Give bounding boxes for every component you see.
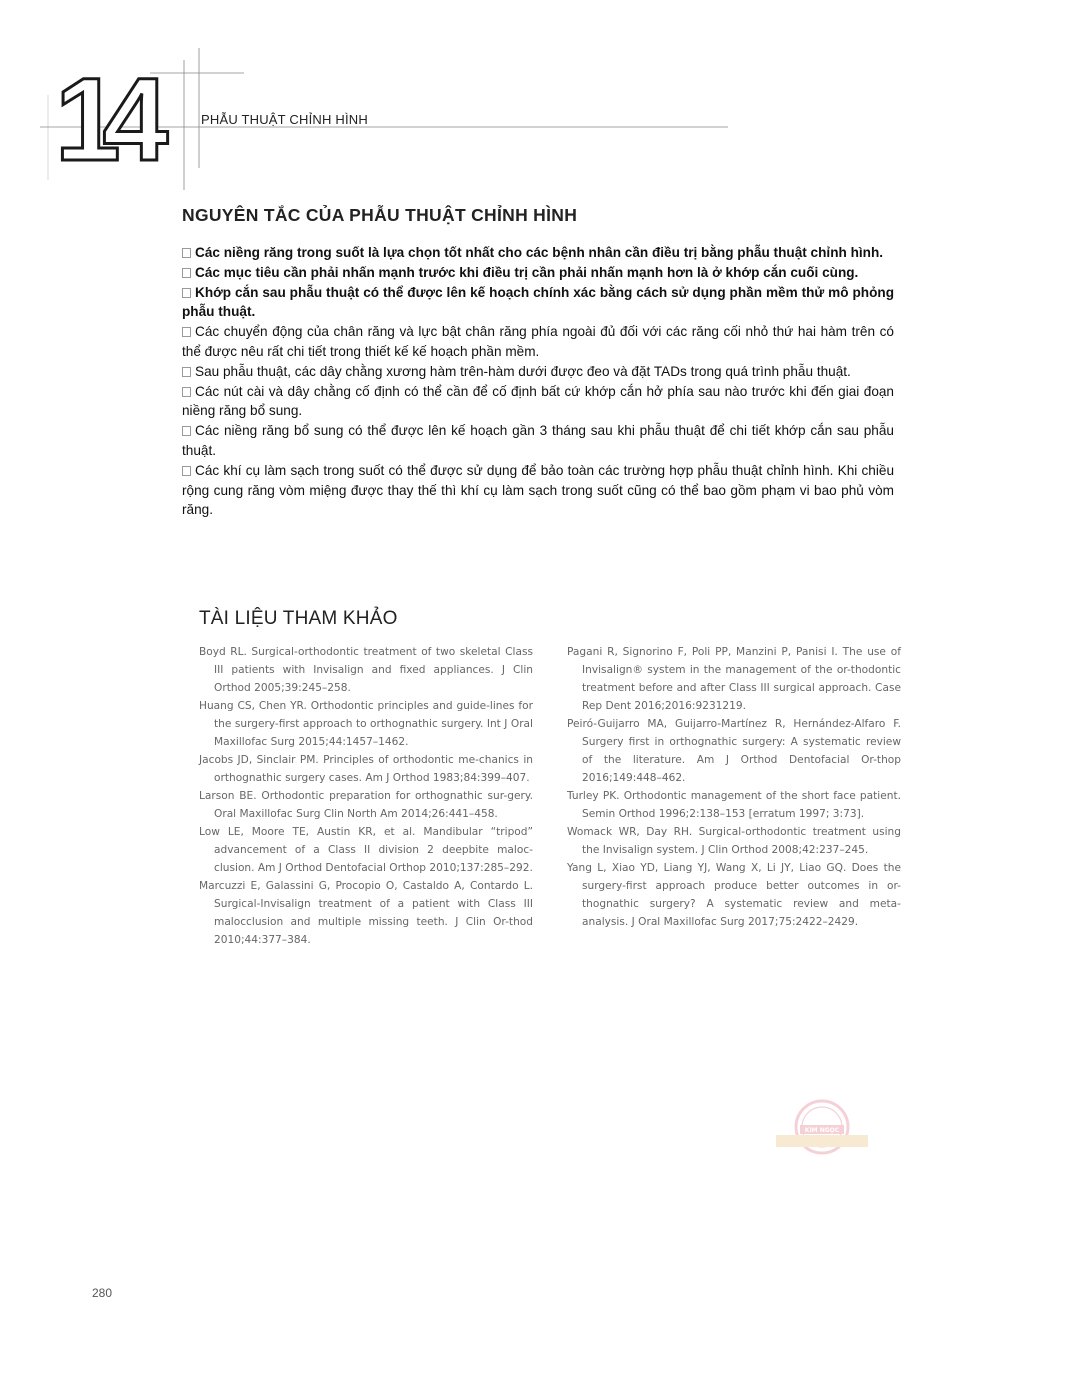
principle-item: Các niềng răng bổ sung có thể được lên kế hoạch gần 3 tháng sau khi phẫu thuật để chi tiết khớp cắn sau phẫu thuật. xyxy=(182,423,894,458)
principle-item: Các nút cài và dây chằng cố định có thể cần để cố định bất cứ khớp cắn hở phía sau nào trước khi đến giai đoạn niềng răng bổ sung. xyxy=(182,383,894,419)
bullet-box-icon xyxy=(182,367,191,377)
principle-item: Sau phẫu thuật, các dây chằng xương hàm trên-hàm dưới được đeo và đặt TADs trong quá trình phẫu thuật. xyxy=(182,362,894,382)
principle-item: Các mục tiêu cần phải nhấn mạnh trước khi điều trị cần phải nhấn mạnh hơn là ở khớp cắn cuối cùng. xyxy=(182,263,894,283)
principle-item: Các chuyển động của chân răng và lực bật chân răng phía ngoài đủ đối với các răng cối nhỏ thứ hai hàm trên có thể được nêu rất chi tiết trong thiết kế kế hoạch phần mềm. xyxy=(182,324,894,359)
section-heading: NGUYÊN TẮC CỦA PHẪU THUẬT CHỈNH HÌNH xyxy=(182,205,578,225)
reference-item: Low LE, Moore TE, Austin KR, et al. Mandibular “tripod” advancement of a Class II division 2 deepbite maloc-clusion. Am J Orthod Dentofacial Orthop 2010;137:285–292. xyxy=(199,826,533,874)
references-left-column xyxy=(199,643,533,949)
page-number: 280 xyxy=(92,1286,113,1300)
references-heading: TÀI LIỆU THAM KHẢO xyxy=(199,608,398,629)
reference-item: Boyd RL. Surgical-orthodontic treatment of two skeletal Class III patients with Invisalign and fixed appliances. J Clin Orthod 2005;39:245–258. xyxy=(199,646,533,694)
bullet-box-icon xyxy=(182,387,191,397)
watermark-stamp xyxy=(770,1095,874,1165)
bullet-box-icon xyxy=(182,327,191,337)
bullet-box-icon xyxy=(182,466,191,476)
svg-text:KIM NGỌC: KIM NGỌC xyxy=(804,1127,840,1134)
reference-item: Huang CS, Chen YR. Orthodontic principles and guide-lines for the surgery-first approach to orthognathic surgery. Int J Oral Maxillofac Surg 2015;44:1457–1462. xyxy=(199,700,533,748)
reference-item: Womack WR, Day RH. Surgical-orthodontic treatment using the Invisalign system. J Clin Orthod 2008;42:237–245. xyxy=(567,826,901,856)
reference-item: Jacobs JD, Sinclair PM. Principles of orthodontic me-chanics in orthognathic surgery cases. Am J Orthod 1983;84:399–407. xyxy=(199,754,533,784)
bullet-box-icon xyxy=(182,288,191,298)
reference-item: Marcuzzi E, Galassini G, Procopio O, Castaldo A, Contardo L. Surgical-Invisalign treatment of a patient with Class III malocclusion and multiple missing teeth. J Clin Or-thod 2010;44:377–384. xyxy=(199,880,533,946)
reference-item: Peiró-Guijarro MA, Guijarro-Martínez R, Hernández-Alfaro F. Surgery first in orthognathic surgery: A systematic review of the literature. Am J Orthod Dentofacial Or-thop 2016;149:448–462. xyxy=(567,718,901,784)
bullet-box-icon xyxy=(182,426,191,436)
reference-item: Turley PK. Orthodontic management of the short face patient. Semin Orthod 1996;2:138–153 [erratum 1997; 3:73]. xyxy=(567,790,901,820)
principle-item: Khớp cắn sau phẫu thuật có thể được lên kế hoạch chính xác bằng cách sử dụng phần mềm thử mô phỏng phẫu thuật. xyxy=(182,284,894,320)
bullet-box-icon xyxy=(182,248,191,258)
principle-item: Các khí cụ làm sạch trong suốt có thể được sử dụng để bảo toàn các trường hợp phẫu thuật chỉnh hình. Khi chiều rộng cung răng vòm miệng được thay thế thì khí cụ làm sạch trong suốt cũng có thể bao gồm phạm vi bao phủ vòm răng. xyxy=(182,462,894,518)
reference-item: Yang L, Xiao YD, Liang YJ, Wang X, Li JY, Liao GQ. Does the surgery-first approach produce better outcomes in or-thognathic surgery? A systematic review and meta-analysis. J Oral Maxillofac Surg 2017;75:2422–2429. xyxy=(567,862,901,928)
principles-list xyxy=(182,243,894,520)
chapter-title: PHẪU THUẬT CHỈNH HÌNH xyxy=(201,112,368,127)
bullet-box-icon xyxy=(182,268,191,278)
references-right-column xyxy=(567,643,901,931)
reference-item: Pagani R, Signorino F, Poli PP, Manzini P, Panisi I. The use of Invisalign® system in the management of the or-thodontic treatment before and after Class III surgical approach. Case Rep Dent 2016;2016:9231219. xyxy=(567,646,901,712)
chapter-number: 14 xyxy=(55,54,151,186)
reference-item: Larson BE. Orthodontic preparation for orthognathic sur-gery. Oral Maxillofac Surg Clin North Am 2014;26:441–458. xyxy=(199,790,533,820)
principle-item: Các niềng răng trong suốt là lựa chọn tốt nhất cho các bệnh nhân cần điều trị bằng phẫu thuật chỉnh hình. xyxy=(182,243,894,263)
chapter-header-graphic xyxy=(0,0,760,200)
